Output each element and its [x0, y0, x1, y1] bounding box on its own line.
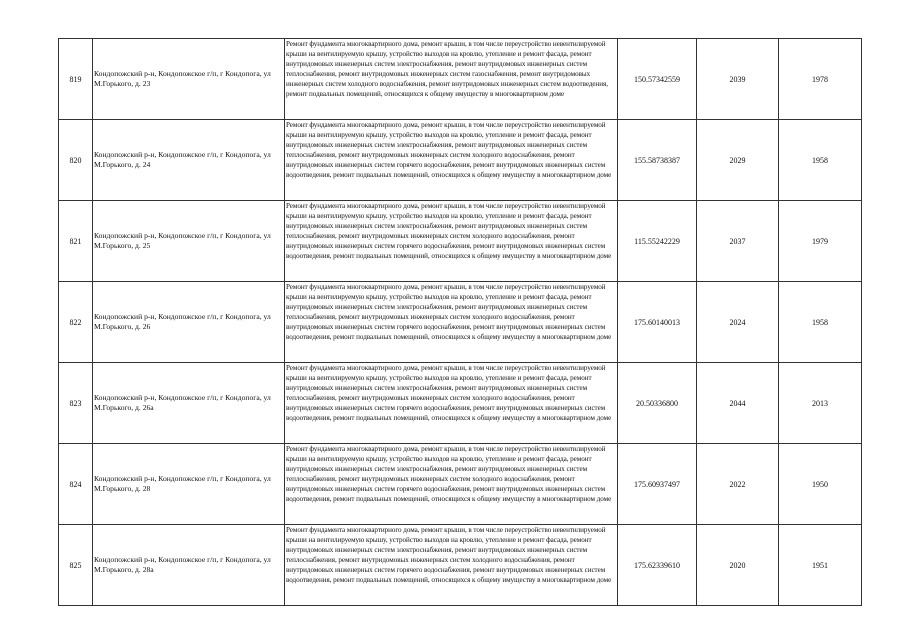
works-text: Ремонт фундамента многоквартирного дома, ремонт крыши, в том числе переустройство невентилируемой крыши на вентилируемую крышу, устройство выходов на кровлю, утепление и ремонт фасада, ремонт внутридомовых инженерных систем электроснабжения, ремонт внутридомовых инженерных систем теплоснабжения, ремонт внутридомовых инженерных систем холодного водоснабжения, ремонт внутридомовых инженерных систем горячего водоснабжения, ремонт внутридомовых инженерных систем водоотведения, ремонт подвальных помещений, относящихся к общему имуществу в многоквартирном доме	[286, 364, 612, 422]
table-row	[59, 525, 862, 606]
works-cell	[285, 282, 618, 363]
row-number: 824	[59, 444, 93, 525]
works-text: Ремонт фундамента многоквартирного дома, ремонт крыши, в том числе переустройство невентилируемой крыши на вентилируемую крышу, устройство выходов на кровлю, утепление и ремонт фасада, ремонт внутридомовых инженерных систем электроснабжения, ремонт внутридомовых инженерных систем теплоснабжения, ремонт внутридомовых инженерных систем холодного водоснабжения, ремонт внутридомовых инженерных систем горячего водоснабжения, ремонт внутридомовых инженерных систем водоотведения, ремонт подвальных помещений, относящихся к общему имуществу в многоквартирном доме	[286, 202, 612, 260]
address-cell: Кондопожский р-н, Кондопожское г/п, г Кондопога, ул М.Горького, д. 28а	[93, 525, 285, 606]
planned-year-cell: 2029	[697, 120, 779, 201]
area-cell: 150.57342559	[618, 39, 697, 120]
built-year-cell: 1951	[779, 525, 862, 606]
area-cell: 175.62339610	[618, 525, 697, 606]
row-number: 819	[59, 39, 93, 120]
works-text: Ремонт фундамента многоквартирного дома, ремонт крыши, в том числе переустройство невентилируемой крыши на вентилируемую крышу, устройство выходов на кровлю, утепление и ремонт фасада, ремонт внутридомовых инженерных систем электроснабжения, ремонт внутридомовых инженерных систем теплоснабжения, ремонт внутридомовых инженерных систем газоснабжения, ремонт внутридомовых инженерных систем холодного водоснабжения, ремонт внутридомовых инженерных систем водоотведения, ремонт подвальных помещений, относящихся к общему имуществу в многоквартирном доме	[286, 40, 608, 98]
built-year-cell: 1978	[779, 39, 862, 120]
works-text: Ремонт фундамента многоквартирного дома, ремонт крыши, в том числе переустройство невентилируемой крыши на вентилируемую крышу, устройство выходов на кровлю, утепление и ремонт фасада, ремонт внутридомовых инженерных систем электроснабжения, ремонт внутридомовых инженерных систем теплоснабжения, ремонт внутридомовых инженерных систем холодного водоснабжения, ремонт внутридомовых инженерных систем горячего водоснабжения, ремонт внутридомовых инженерных систем водоотведения, ремонт подвальных помещений, относящихся к общему имуществу в многоквартирном доме	[286, 445, 612, 503]
works-cell	[285, 525, 618, 606]
row-number: 823	[59, 363, 93, 444]
built-year-cell: 2013	[779, 363, 862, 444]
works-cell	[285, 201, 618, 282]
row-number: 825	[59, 525, 93, 606]
planned-year-cell: 2044	[697, 363, 779, 444]
planned-year-cell: 2020	[697, 525, 779, 606]
address-cell: Кондопожский р-н, Кондопожское г/п, г Кондопога, ул М.Горького, д. 24	[93, 120, 285, 201]
area-cell: 155.58738387	[618, 120, 697, 201]
area-cell: 175.60140013	[618, 282, 697, 363]
built-year-cell: 1958	[779, 282, 862, 363]
address-cell: Кондопожский р-н, Кондопожское г/п, г Кондопога, ул М.Горького, д. 26а	[93, 363, 285, 444]
address-cell: Кондопожский р-н, Кондопожское г/п, г Кондопога, ул М.Горького, д. 26	[93, 282, 285, 363]
table-row	[59, 201, 862, 282]
planned-year-cell: 2022	[697, 444, 779, 525]
works-text: Ремонт фундамента многоквартирного дома, ремонт крыши, в том числе переустройство невентилируемой крыши на вентилируемую крышу, устройство выходов на кровлю, утепление и ремонт фасада, ремонт внутридомовых инженерных систем электроснабжения, ремонт внутридомовых инженерных систем теплоснабжения, ремонт внутридомовых инженерных систем холодного водоснабжения, ремонт внутридомовых инженерных систем горячего водоснабжения, ремонт внутридомовых инженерных систем водоотведения, ремонт подвальных помещений, относящихся к общему имуществу в многоквартирном доме	[286, 283, 612, 341]
table-row	[59, 444, 862, 525]
address-cell: Кондопожский р-н, Кондопожское г/п, г Кондопога, ул М.Горького, д. 25	[93, 201, 285, 282]
repair-program-table	[58, 38, 862, 606]
planned-year-cell: 2037	[697, 201, 779, 282]
address-cell: Кондопожский р-н, Кондопожское г/п, г Кондопога, ул М.Горького, д. 23	[93, 39, 285, 120]
built-year-cell: 1958	[779, 120, 862, 201]
planned-year-cell: 2039	[697, 39, 779, 120]
area-cell: 175.60937497	[618, 444, 697, 525]
table-row	[59, 363, 862, 444]
row-number: 820	[59, 120, 93, 201]
works-cell	[285, 39, 618, 120]
row-number: 822	[59, 282, 93, 363]
table-row	[59, 39, 862, 120]
area-cell: 115.55242229	[618, 201, 697, 282]
table-row	[59, 282, 862, 363]
document-page	[58, 38, 853, 606]
works-text: Ремонт фундамента многоквартирного дома, ремонт крыши, в том числе переустройство невентилируемой крыши на вентилируемую крышу, устройство выходов на кровлю, утепление и ремонт фасада, ремонт внутридомовых инженерных систем электроснабжения, ремонт внутридомовых инженерных систем теплоснабжения, ремонт внутридомовых инженерных систем холодного водоснабжения, ремонт внутридомовых инженерных систем горячего водоснабжения, ремонт внутридомовых инженерных систем водоотведения, ремонт подвальных помещений, относящихся к общему имуществу в многоквартирном доме	[286, 526, 612, 584]
works-text: Ремонт фундамента многоквартирного дома, ремонт крыши, в том числе переустройство невентилируемой крыши на вентилируемую крышу, устройство выходов на кровлю, утепление и ремонт фасада, ремонт внутридомовых инженерных систем электроснабжения, ремонт внутридомовых инженерных систем теплоснабжения, ремонт внутридомовых инженерных систем холодного водоснабжения, ремонт внутридомовых инженерных систем горячего водоснабжения, ремонт внутридомовых инженерных систем водоотведения, ремонт подвальных помещений, относящихся к общему имуществу в многоквартирном доме	[286, 121, 612, 179]
works-cell	[285, 120, 618, 201]
built-year-cell: 1979	[779, 201, 862, 282]
address-cell: Кондопожский р-н, Кондопожское г/п, г Кондопога, ул М.Горького, д. 28	[93, 444, 285, 525]
works-cell	[285, 363, 618, 444]
table-row	[59, 120, 862, 201]
built-year-cell: 1950	[779, 444, 862, 525]
planned-year-cell: 2024	[697, 282, 779, 363]
row-number: 821	[59, 201, 93, 282]
area-cell: 20.50336800	[618, 363, 697, 444]
table-body	[59, 39, 862, 606]
works-cell	[285, 444, 618, 525]
